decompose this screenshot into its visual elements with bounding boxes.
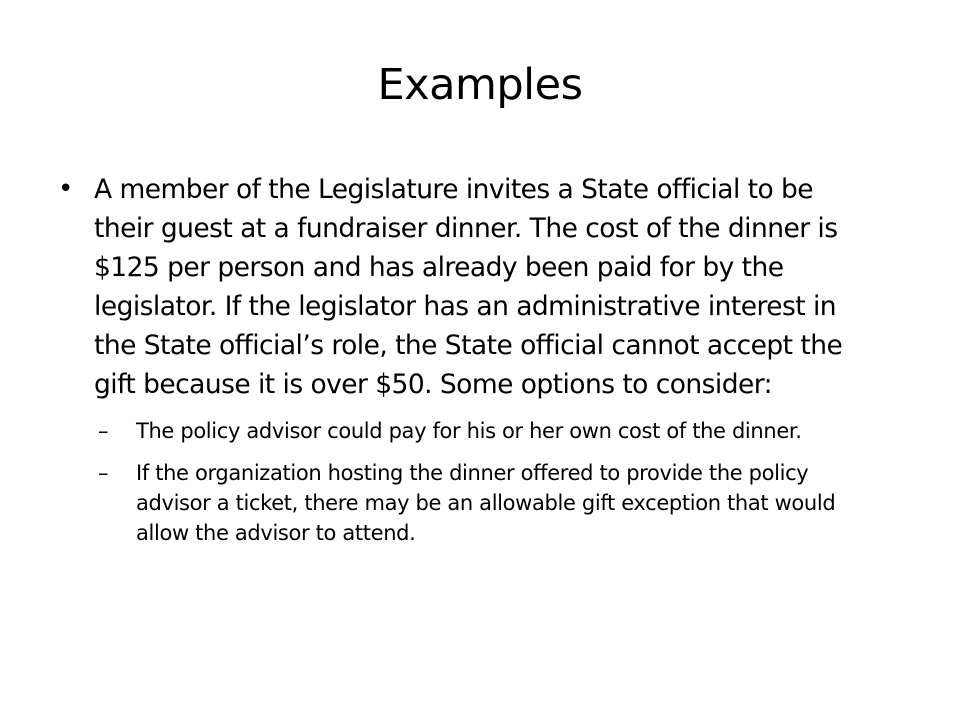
dash-marker-icon: – <box>98 461 109 485</box>
slide-title: Examples <box>377 60 583 110</box>
bullet-text: A member of the Legislature invites a State official to be their guest at a fundraiser dinner. The cost of the dinner is $125 per person and has already been paid for by the legislator. If the legislator has an administrative interest in the State official’s role, the State official cannot accept the gift because it is over $50. Some options to consider: <box>94 174 843 400</box>
bullet-item <box>56 170 876 404</box>
sub-bullet-item <box>56 416 876 446</box>
sub-bullet-text: If the organization hosting the dinner offered to provide the policy advisor a ticket, there may be an allowable gift exception that would allow the advisor to attend. <box>136 461 836 545</box>
dash-marker-icon: – <box>98 419 109 443</box>
sub-bullet-list <box>56 416 876 548</box>
bullet-marker-icon: • <box>58 174 73 204</box>
slide-body <box>56 170 876 560</box>
sub-bullet-item <box>56 458 876 548</box>
sub-bullet-text: The policy advisor could pay for his or her own cost of the dinner. <box>136 419 802 443</box>
